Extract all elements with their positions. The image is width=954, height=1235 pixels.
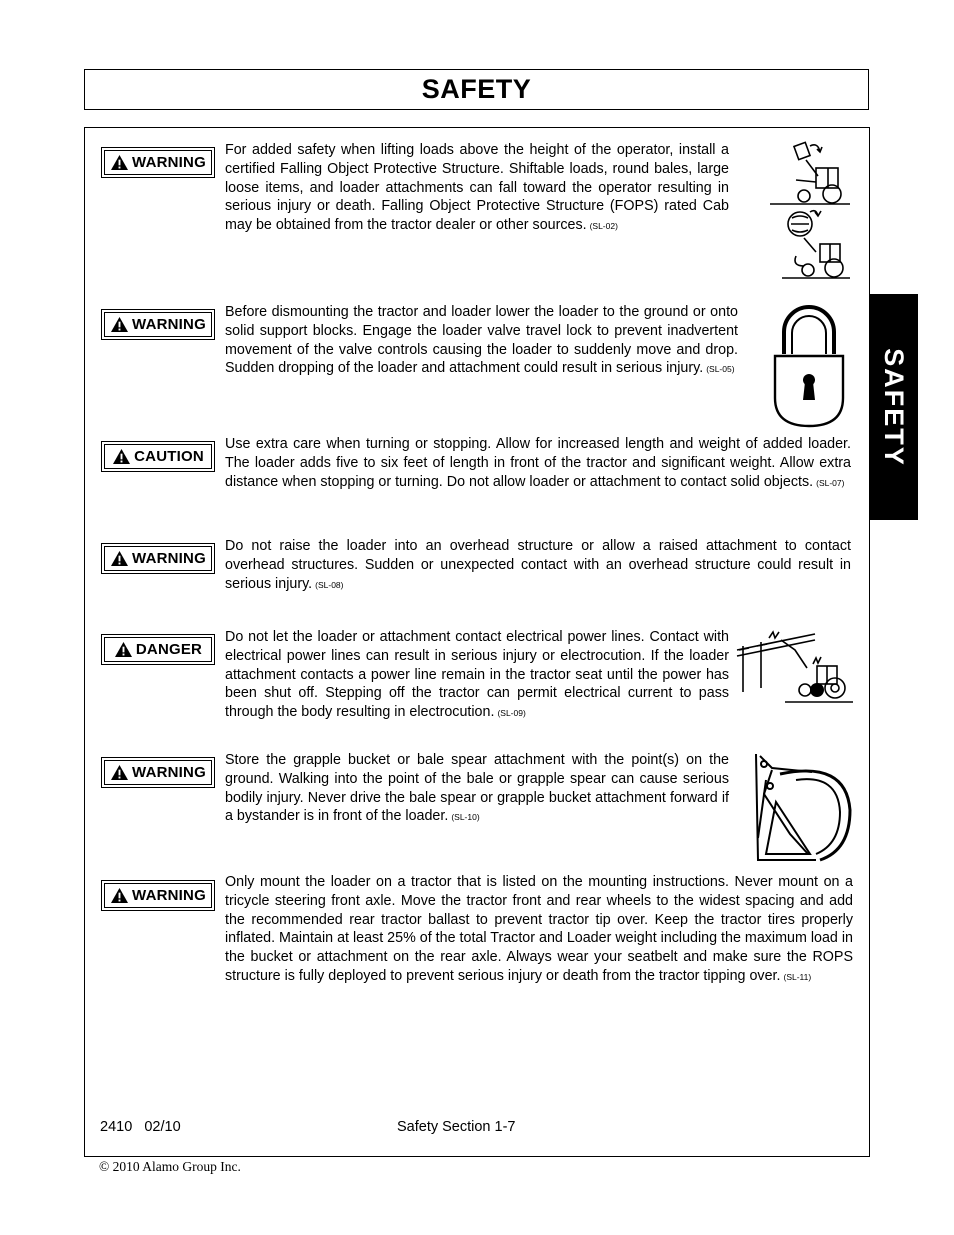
warning-signal-4 (101, 757, 215, 788)
message-code: (SL-07) (816, 477, 845, 488)
alert-triangle-icon (110, 154, 129, 171)
message-code: (SL-05) (706, 364, 735, 375)
alert-triangle-icon (114, 641, 133, 658)
signal-word: WARNING (132, 154, 206, 171)
warning-signal-1 (101, 147, 215, 178)
message-text-3: Use extra care when turning or stopping. Allow for increased length and weight of added loader. The loader adds five to six feet of length in front of the tractor and significant weight. Allow extra distance when stopping or turning. Do not allow loader or attachment to contact solid objects. (SL-07) (225, 436, 851, 490)
message-text-5: Do not let the loader or attachment contact electrical power lines. Contact with electrical power lines can result in serious injury or electrocution. If the loader attachment contacts a power line remain in the tractor seat until the power has been shut off. Stepping off the tractor can permit electrical current to pass through the body resulting in electrocution. (SL-09) (225, 629, 729, 721)
side-tab-label: SAFETY (879, 347, 910, 467)
alert-triangle-icon (110, 316, 129, 333)
power-line-tractor-icon (735, 628, 855, 704)
message-text-1: For added safety when lifting loads above the height of the operator, install a certified Falling Object Protective Structure. Shiftable loads, round bales, large loose items, and loader attachments can fall toward the operator resulting in serious injury or death. Falling Object Protective Structure (FOPS) rated Cab may be obtained from the tractor dealer or other sources. (SL-02) (225, 142, 729, 234)
signal-word: DANGER (135, 641, 203, 658)
message-text-6: Store the grapple bucket or bale spear attachment with the point(s) on the ground. Walking into the point of the bale or grapple spear can cause serious bodily injury. Never drive the bale spear or grapple bucket attachment forward if a bystander is in front of the loader. (SL-10) (225, 752, 729, 825)
page-title: SAFETY (421, 74, 532, 104)
message-text-2: Before dismounting the tractor and loader lower the loader to the ground or onto solid support blocks. Engage the loader valve travel lock to prevent inadvertent movement of the valve controls causing the loader to suddenly move and drop. Sudden dropping of the loader and attachment could result in serious injury. (SL-05) (225, 304, 738, 377)
signal-word: CAUTION (134, 448, 204, 465)
warning-signal-5 (101, 880, 215, 911)
signal-word: WARNING (132, 550, 206, 567)
alert-triangle-icon (110, 887, 129, 904)
message-code: (SL-02) (589, 221, 618, 232)
message-code: (SL-10) (451, 812, 480, 823)
alert-triangle-icon (110, 550, 129, 567)
alert-triangle-icon (112, 448, 131, 465)
copyright: © 2010 Alamo Group Inc. (99, 1159, 241, 1174)
message-text-7: Only mount the loader on a tractor that is listed on the mounting instructions. Never mount on a tricycle steering front axle. Move the tractor front and rear wheels to the widest spacing and add the recommended rear tractor ballast to prevent tractor tip over. Keep the tractor tires properly inflated. Maintain at least 25% of the total Tractor and Loader weight including the maximum load in the bucket or attachment on the rear axle. Always wear your seatbelt and make sure the ROPS structure is fully deployed to prevent serious injury or death from the tractor tipping over. (SL-11) (225, 874, 853, 984)
signal-word: WARNING (132, 316, 206, 333)
message-text-4: Do not raise the loader into an overhead structure or allow a raised attachment to contact overhead structures. Sudden or unexpected contact with an overhead structure could result in serious injury. (SL-08) (225, 538, 851, 592)
section-side-tab (869, 294, 918, 520)
danger-signal (101, 634, 215, 665)
message-code: (SL-08) (315, 579, 344, 590)
footer-model-date: 2410 02/10 (100, 1119, 181, 1135)
caution-signal (101, 441, 215, 472)
padlock-icon (772, 302, 846, 428)
header-box (84, 69, 869, 110)
warning-signal-3 (101, 543, 215, 574)
signal-word: WARNING (132, 887, 206, 904)
warning-signal-2 (101, 309, 215, 340)
footer-section: Safety Section 1-7 (397, 1119, 516, 1135)
grapple-bucket-icon (750, 750, 858, 866)
signal-word: WARNING (132, 764, 206, 781)
message-code: (SL-09) (497, 708, 526, 719)
alert-triangle-icon (110, 764, 129, 781)
message-code: (SL-11) (783, 971, 812, 982)
falling-object-tractor-icon (766, 140, 852, 280)
